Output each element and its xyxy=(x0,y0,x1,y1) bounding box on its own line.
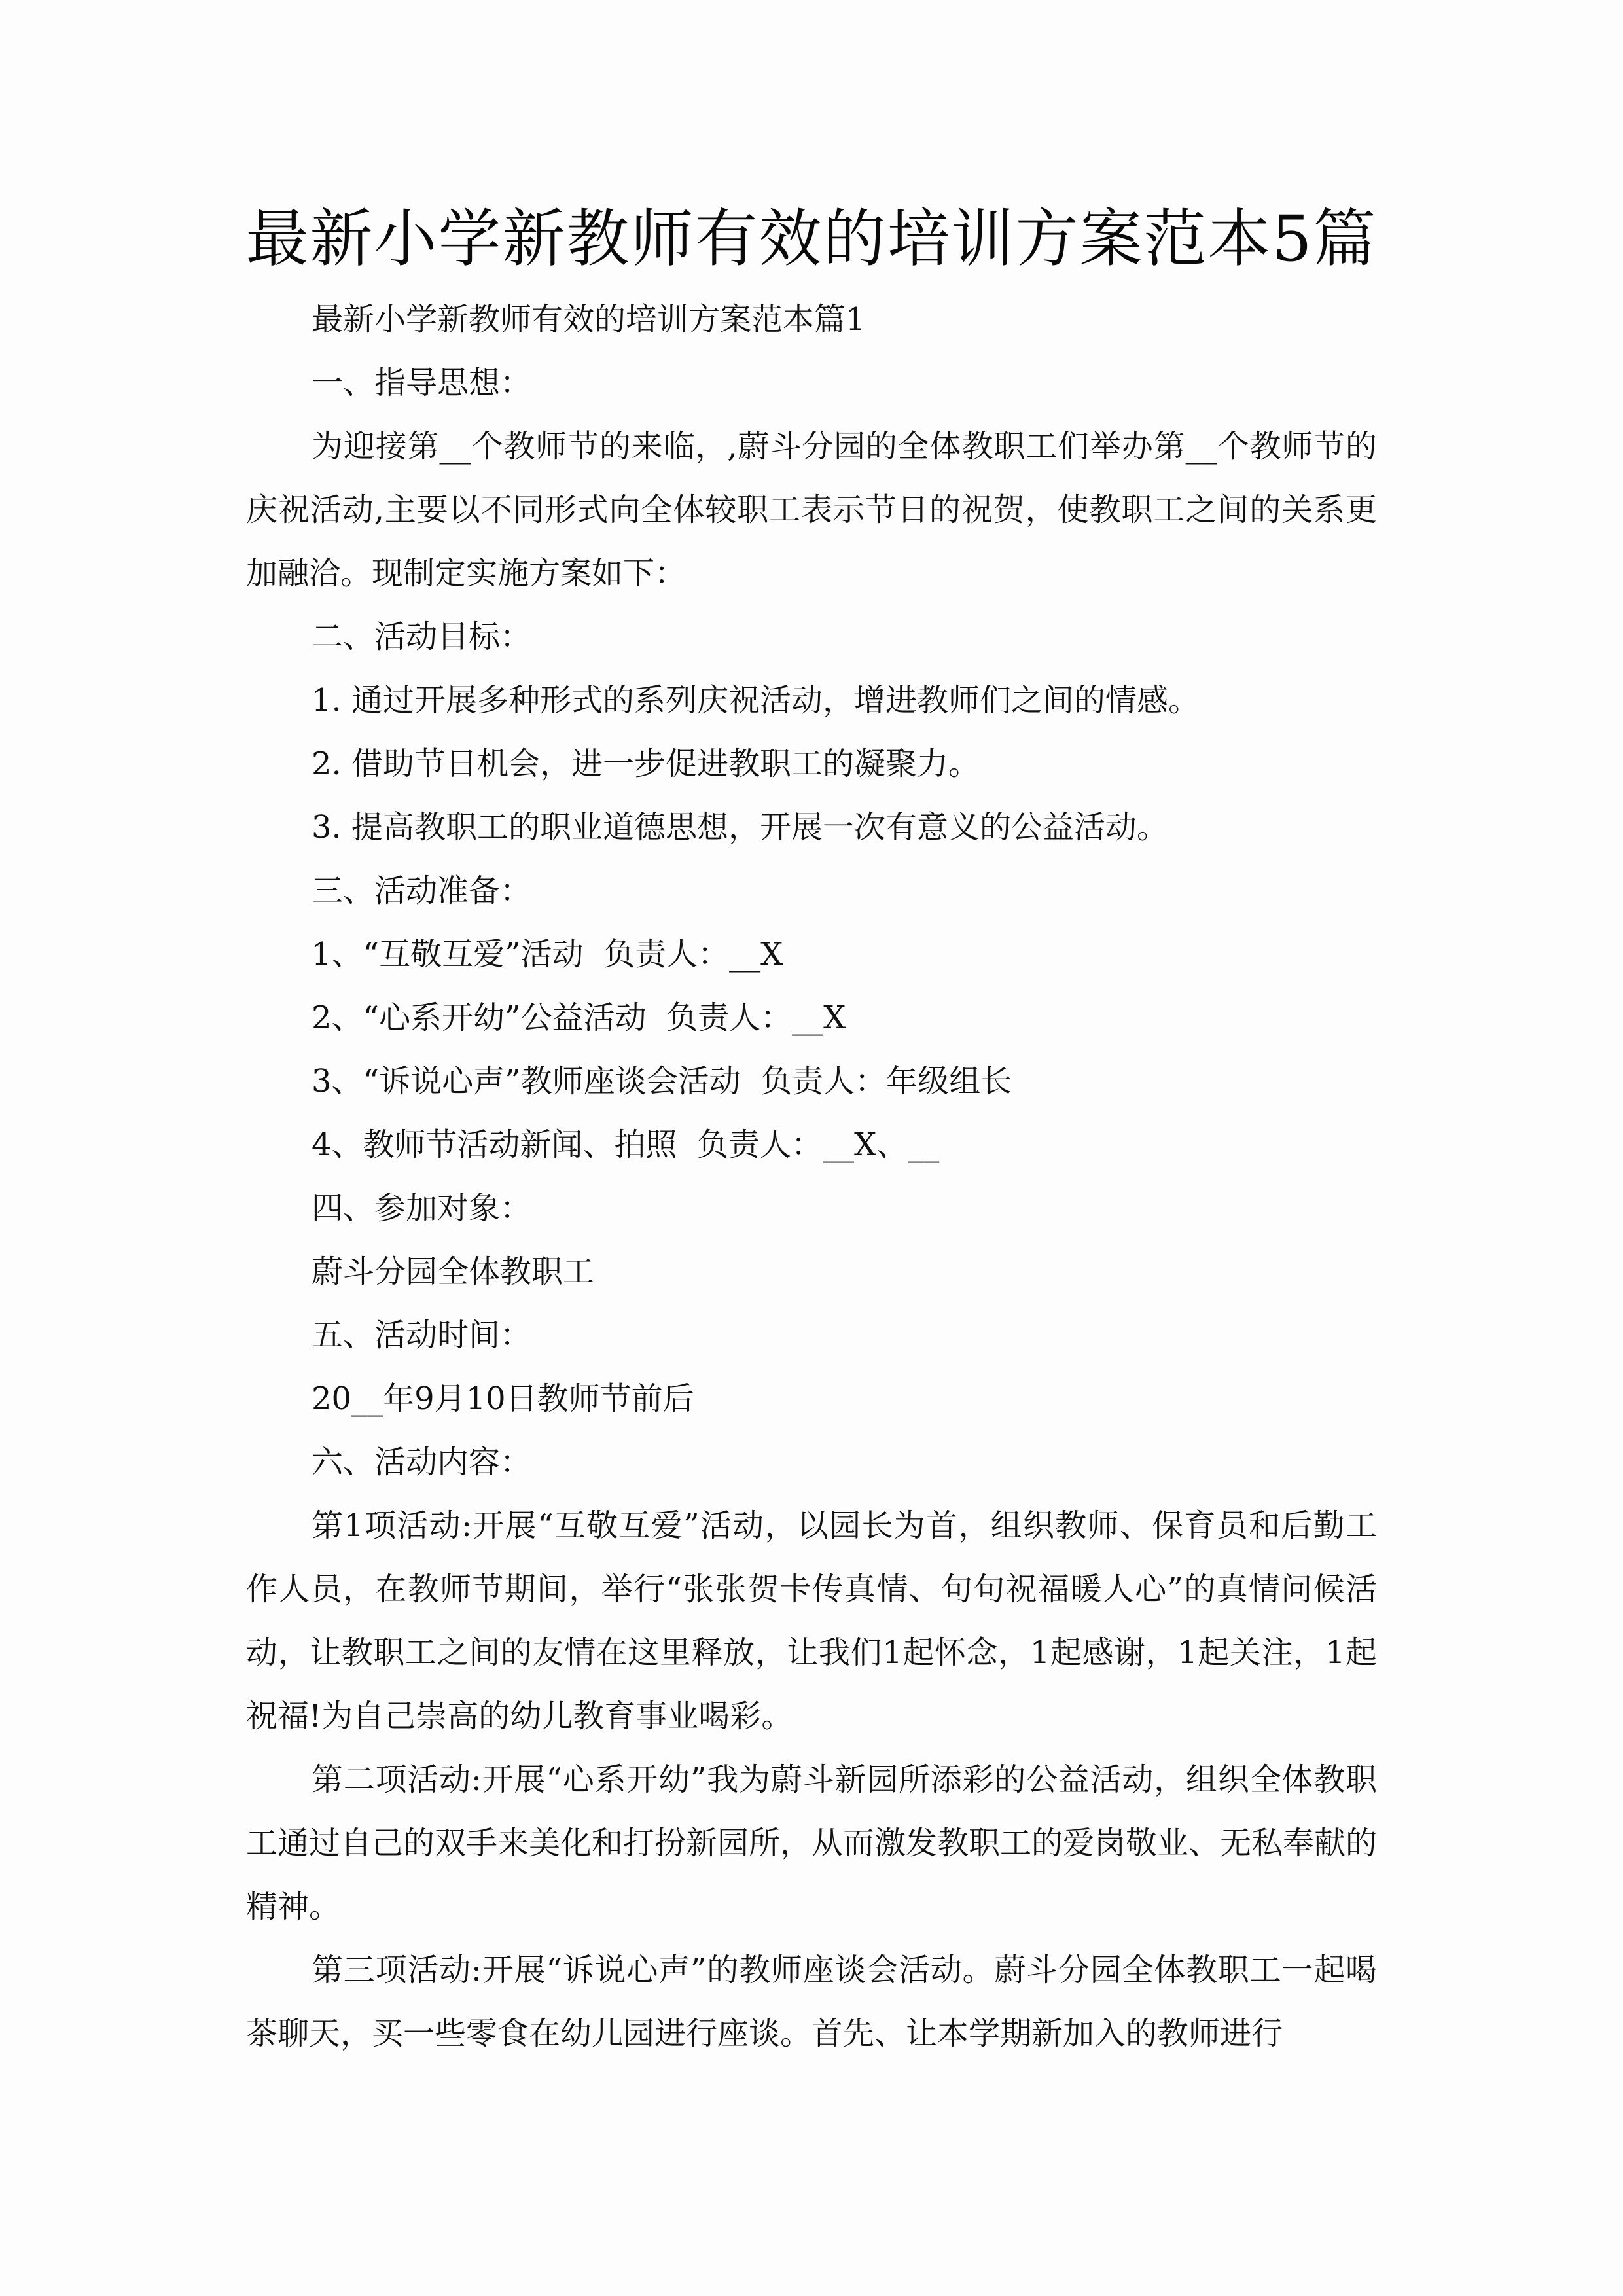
paragraph: 第三项活动:开展“诉说心声”的教师座谈会活动。蔚斗分园全体教职工一起喝茶聊天，买一些零食在幼儿园进行座谈。首先、让本学期新加入的教师进行 xyxy=(246,1952,1377,2052)
list-item: 2. 借助节日机会，进一步促进教职工的凝聚力。 xyxy=(312,745,980,782)
paragraph: 为迎接第__个教师节的来临，,蔚斗分园的全体教职工们举办第__个教师节的庆祝活动,主要以不同形式向全体较职工表示节日的祝贺，使教职工之间的关系更加融洽。现制定实施方案如下： xyxy=(246,428,1377,592)
subtitle: 最新小学新教师有效的培训方案范本篇1 xyxy=(312,301,866,338)
document-title: 最新小学新教师有效的培训方案范本5篇 xyxy=(245,202,1378,276)
section-heading-6: 六、活动内容： xyxy=(312,1444,532,1480)
section-heading-4: 四、参加对象： xyxy=(312,1190,532,1227)
section-heading-5: 五、活动时间： xyxy=(312,1317,532,1354)
list-item: 1. 通过开展多种形式的系列庆祝活动，增进教师们之间的情感。 xyxy=(312,682,1200,719)
list-item: 1、“互敬互爱”活动 负责人：__X xyxy=(312,936,783,973)
section-heading-2: 二、活动目标： xyxy=(312,619,532,655)
paragraph: 第1项活动:开展“互敬互爱”活动，以园长为首，组织教师、保育员和后勤工作人员，在教师节期间，举行“张张贺卡传真情、句句祝福暖人心”的真情问候活动，让教职工之间的友情在这里释放，让我们1起怀念，1起感谢，1起关注，1起祝福!为自己崇高的幼儿教育事业喝彩。 xyxy=(246,1507,1377,1734)
list-item: 20__年9月10日教师节前后 xyxy=(312,1380,694,1417)
list-item: 3. 提高教职工的职业道德思想，开展一次有意义的公益活动。 xyxy=(312,809,1169,846)
document-body xyxy=(246,288,1377,2066)
paragraph: 第二项活动:开展“心系开幼”我为蔚斗新园所添彩的公益活动，组织全体教职工通过自己的双手来美化和打扮新园所，从而激发教职工的爱岗敬业、无私奉献的精神。 xyxy=(246,1761,1378,1925)
list-item: 蔚斗分园全体教职工 xyxy=(312,1253,595,1290)
list-item: 3、“诉说心声”教师座谈会活动 负责人：年级组长 xyxy=(312,1063,1012,1100)
list-item: 4、教师节活动新闻、拍照 负责人：__X、__ xyxy=(312,1126,940,1163)
list-item: 2、“心系开幼”公益活动 负责人：__X xyxy=(312,999,846,1036)
section-heading-3: 三、活动准备： xyxy=(312,872,532,909)
section-heading-1: 一、指导思想： xyxy=(312,365,532,401)
